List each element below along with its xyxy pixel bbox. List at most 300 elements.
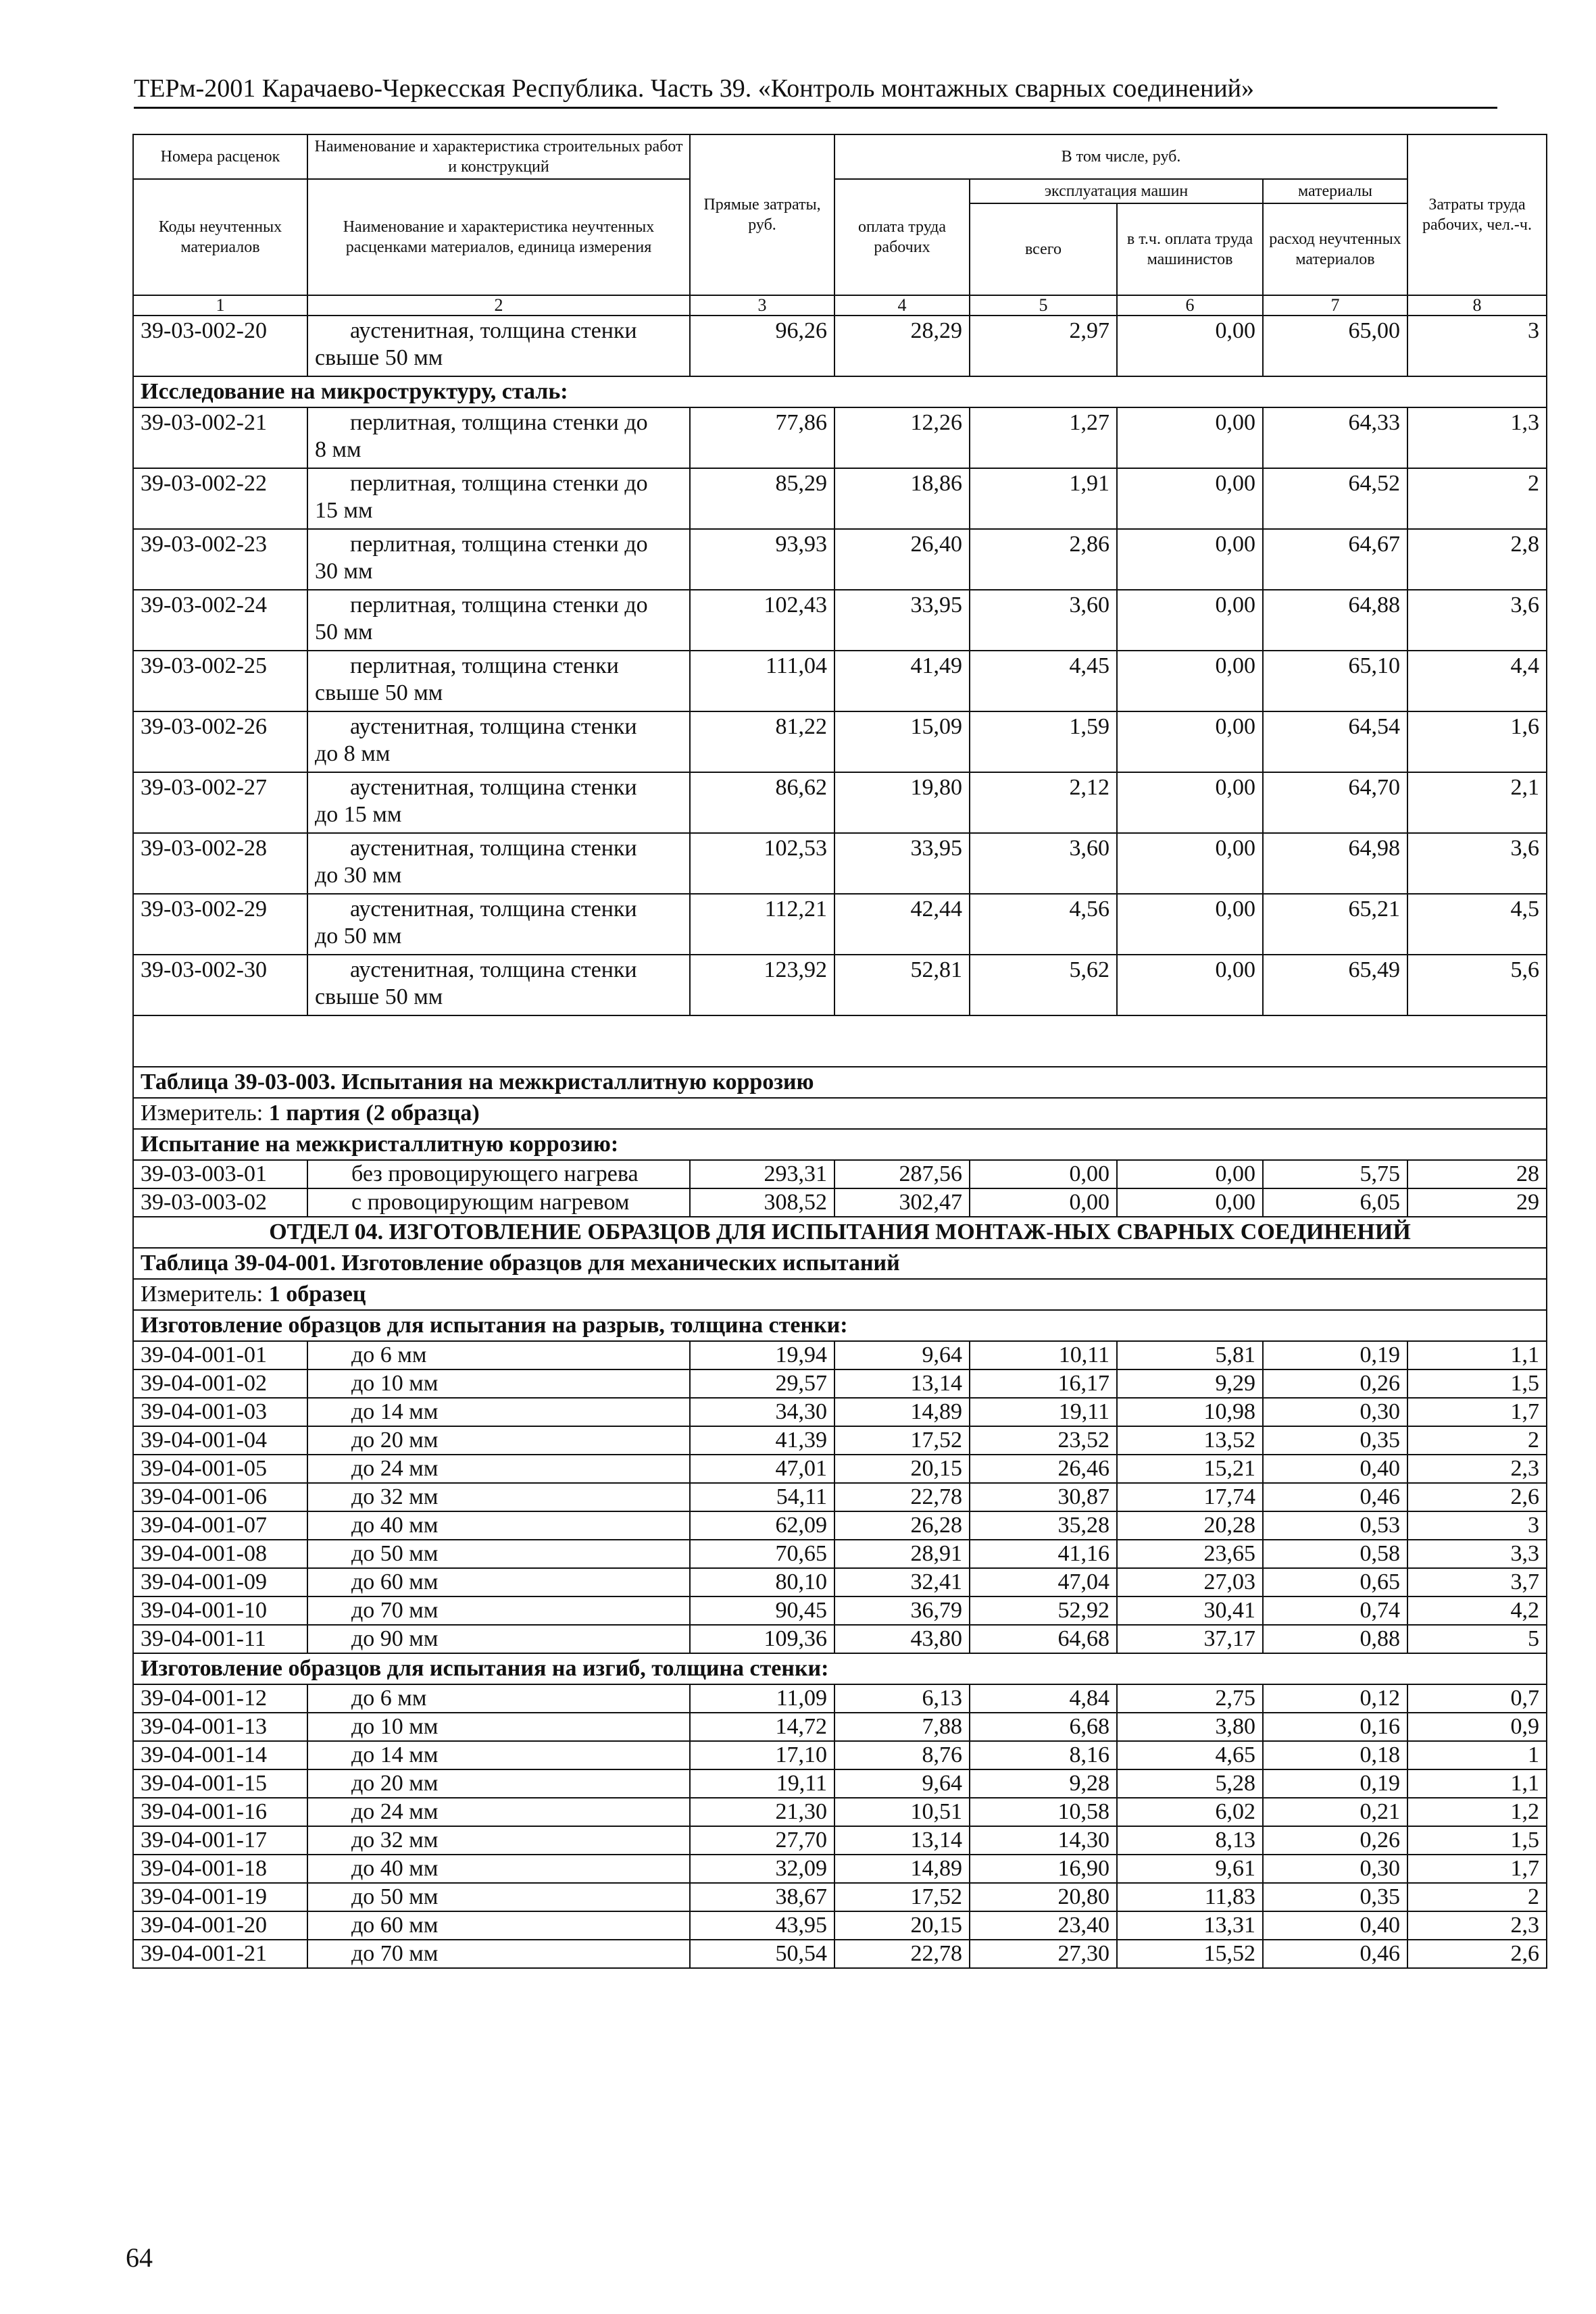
- machinists-wages-cell: 27,03: [1117, 1568, 1263, 1596]
- rate-description-line: аустенитная, толщина стенки: [350, 957, 637, 982]
- rate-description: [307, 529, 690, 590]
- materials-cell: 0,19: [1263, 1769, 1407, 1798]
- rate-code: 39-03-002-21: [133, 407, 307, 468]
- materials-cell: 0,18: [1263, 1741, 1407, 1769]
- labor-cell: 2: [1407, 468, 1547, 529]
- rate-description: до 24 мм: [307, 1455, 690, 1483]
- machinists-wages-cell: 0,00: [1117, 1160, 1263, 1188]
- header-machines-group: эксплуатация машин: [970, 179, 1263, 203]
- machinists-wages-cell: 30,41: [1117, 1596, 1263, 1625]
- header-materials: расход неучтенных материалов: [1263, 203, 1407, 295]
- materials-cell: 0,16: [1263, 1713, 1407, 1741]
- machinists-wages-cell: 0,00: [1117, 407, 1263, 468]
- rate-code: 39-04-001-17: [133, 1826, 307, 1855]
- rate-description-line: перлитная, толщина стенки до: [350, 410, 648, 435]
- machines-cell: 16,90: [970, 1855, 1117, 1883]
- machines-cell: 26,46: [970, 1455, 1117, 1483]
- machinists-wages-cell: 13,52: [1117, 1426, 1263, 1455]
- materials-cell: 0,30: [1263, 1398, 1407, 1426]
- table-row: [133, 1883, 1547, 1911]
- rate-description: [307, 955, 690, 1015]
- machines-cell: 6,68: [970, 1713, 1117, 1741]
- wages-cell: 20,15: [834, 1911, 970, 1940]
- labor-cell: 2,6: [1407, 1483, 1547, 1511]
- rate-code: 39-04-001-02: [133, 1369, 307, 1398]
- direct-cost: 102,43: [690, 590, 834, 651]
- materials-cell: 0,40: [1263, 1911, 1407, 1940]
- machinists-wages-cell: 0,00: [1117, 590, 1263, 651]
- column-number: 2: [307, 295, 690, 316]
- measure-label: Измеритель:: [141, 1282, 264, 1307]
- table-row: [133, 590, 1547, 651]
- rate-description: до 10 мм: [307, 1369, 690, 1398]
- machinists-wages-cell: 3,80: [1117, 1713, 1263, 1741]
- rate-code: 39-03-002-26: [133, 711, 307, 772]
- materials-cell: 0,21: [1263, 1798, 1407, 1826]
- machinists-wages-cell: 0,00: [1117, 955, 1263, 1015]
- rate-description: до 32 мм: [307, 1826, 690, 1855]
- rate-description-line: свыше 50 мм: [315, 680, 443, 705]
- wages-cell: 6,13: [834, 1684, 970, 1713]
- table-row: [133, 1826, 1547, 1855]
- wages-cell: 36,79: [834, 1596, 970, 1625]
- rate-description: [307, 316, 690, 376]
- labor-cell: 1: [1407, 1741, 1547, 1769]
- labor-cell: 28: [1407, 1160, 1547, 1188]
- machines-cell: 1,27: [970, 407, 1117, 468]
- machinists-wages-cell: 37,17: [1117, 1625, 1263, 1653]
- wages-cell: 32,41: [834, 1568, 970, 1596]
- rate-code: 39-04-001-10: [133, 1596, 307, 1625]
- machines-cell: 64,68: [970, 1625, 1117, 1653]
- rate-code: 39-03-002-24: [133, 590, 307, 651]
- materials-cell: 0,58: [1263, 1540, 1407, 1568]
- rate-code: 39-04-001-08: [133, 1540, 307, 1568]
- table-row: [133, 1188, 1547, 1217]
- direct-cost: 38,67: [690, 1883, 834, 1911]
- table-row: [133, 1455, 1547, 1483]
- rate-description-line: перлитная, толщина стенки до: [350, 593, 648, 618]
- table-row: [133, 1341, 1547, 1369]
- rate-description-line: 15 мм: [315, 498, 373, 523]
- table-row: [133, 1741, 1547, 1769]
- materials-cell: 0,30: [1263, 1855, 1407, 1883]
- rate-description: [307, 407, 690, 468]
- wages-cell: 17,52: [834, 1883, 970, 1911]
- wages-cell: 33,95: [834, 590, 970, 651]
- wages-cell: 20,15: [834, 1455, 970, 1483]
- direct-cost: 17,10: [690, 1741, 834, 1769]
- machinists-wages-cell: 0,00: [1117, 468, 1263, 529]
- machines-cell: 9,28: [970, 1769, 1117, 1798]
- table-title: Таблица 39-03-003. Испытания на межкристаллитную коррозию: [133, 1067, 1547, 1098]
- rate-description: до 10 мм: [307, 1713, 690, 1741]
- table-row: [133, 1540, 1547, 1568]
- rate-description: [307, 468, 690, 529]
- materials-cell: 64,98: [1263, 833, 1407, 894]
- column-number: 3: [690, 295, 834, 316]
- direct-cost: 54,11: [690, 1483, 834, 1511]
- wages-cell: 28,91: [834, 1540, 970, 1568]
- table-row: [133, 1596, 1547, 1625]
- table-row: [133, 1426, 1547, 1455]
- machines-cell: 27,30: [970, 1940, 1117, 1968]
- rate-code: 39-04-001-07: [133, 1511, 307, 1540]
- direct-cost: 43,95: [690, 1911, 834, 1940]
- table-row: [133, 1940, 1547, 1968]
- table-title-row: [133, 1248, 1547, 1279]
- materials-cell: 0,65: [1263, 1568, 1407, 1596]
- rate-description-line: 50 мм: [315, 620, 373, 645]
- rate-description: до 20 мм: [307, 1426, 690, 1455]
- direct-cost: 11,09: [690, 1684, 834, 1713]
- rate-code: 39-03-002-27: [133, 772, 307, 833]
- rate-description: до 6 мм: [307, 1684, 690, 1713]
- materials-cell: 0,35: [1263, 1426, 1407, 1455]
- machinists-wages-cell: 0,00: [1117, 651, 1263, 711]
- table-row: [133, 529, 1547, 590]
- labor-cell: 3: [1407, 1511, 1547, 1540]
- rate-code: 39-03-003-01: [133, 1160, 307, 1188]
- header-codes-top: Номера расценок: [133, 134, 307, 179]
- direct-cost: 19,11: [690, 1769, 834, 1798]
- machinists-wages-cell: 17,74: [1117, 1483, 1263, 1511]
- rate-description-line: аустенитная, толщина стенки: [350, 714, 637, 739]
- measure-value: 1 партия (2 образца): [268, 1101, 480, 1126]
- table-row: [133, 651, 1547, 711]
- rate-description: [307, 651, 690, 711]
- machines-cell: 10,11: [970, 1341, 1117, 1369]
- machines-cell: 20,80: [970, 1883, 1117, 1911]
- rate-description: без провоцирующего нагрева: [307, 1160, 690, 1188]
- labor-cell: 3,6: [1407, 590, 1547, 651]
- rate-description: до 60 мм: [307, 1911, 690, 1940]
- labor-cell: 1,3: [1407, 407, 1547, 468]
- labor-cell: 3,6: [1407, 833, 1547, 894]
- wages-cell: 8,76: [834, 1741, 970, 1769]
- table-row: [133, 894, 1547, 955]
- rate-description: до 40 мм: [307, 1511, 690, 1540]
- header-including-group: В том числе, руб.: [834, 134, 1407, 179]
- table-row: [133, 468, 1547, 529]
- wages-cell: 33,95: [834, 833, 970, 894]
- machinists-wages-cell: 11,83: [1117, 1883, 1263, 1911]
- labor-cell: 29: [1407, 1188, 1547, 1217]
- rate-description-line: свыше 50 мм: [315, 984, 443, 1009]
- table-row: [133, 1483, 1547, 1511]
- materials-cell: 64,33: [1263, 407, 1407, 468]
- rate-code: 39-04-001-06: [133, 1483, 307, 1511]
- direct-cost: 14,72: [690, 1713, 834, 1741]
- wages-cell: 7,88: [834, 1713, 970, 1741]
- table-row: [133, 1398, 1547, 1426]
- rates-table: [132, 134, 1547, 1969]
- rate-code: 39-04-001-01: [133, 1341, 307, 1369]
- machines-cell: 30,87: [970, 1483, 1117, 1511]
- labor-cell: 1,2: [1407, 1798, 1547, 1826]
- labor-cell: 1,7: [1407, 1855, 1547, 1883]
- machinists-wages-cell: 0,00: [1117, 894, 1263, 955]
- header-machinists-wages: в т.ч. оплата труда машинистов: [1117, 203, 1263, 295]
- rate-code: 39-04-001-13: [133, 1713, 307, 1741]
- machines-cell: 35,28: [970, 1511, 1117, 1540]
- labor-cell: 2: [1407, 1883, 1547, 1911]
- section-heading-row: [133, 1129, 1547, 1160]
- machinists-wages-cell: 8,13: [1117, 1826, 1263, 1855]
- machines-cell: 23,52: [970, 1426, 1117, 1455]
- direct-cost: 77,86: [690, 407, 834, 468]
- rate-description: [307, 590, 690, 651]
- wages-cell: 22,78: [834, 1483, 970, 1511]
- rate-description-line: аустенитная, толщина стенки: [350, 836, 637, 861]
- rate-code: 39-04-001-18: [133, 1855, 307, 1883]
- machines-cell: 8,16: [970, 1741, 1117, 1769]
- machinists-wages-cell: 15,21: [1117, 1455, 1263, 1483]
- machines-cell: 1,91: [970, 468, 1117, 529]
- rate-code: 39-04-001-05: [133, 1455, 307, 1483]
- measure-row: [133, 1098, 1547, 1129]
- machines-cell: 4,56: [970, 894, 1117, 955]
- rate-description-line: перлитная, толщина стенки до: [350, 471, 648, 496]
- column-number: 7: [1263, 295, 1407, 316]
- machinists-wages-cell: 5,81: [1117, 1341, 1263, 1369]
- machinists-wages-cell: 15,52: [1117, 1940, 1263, 1968]
- direct-cost: 111,04: [690, 651, 834, 711]
- direct-cost: 102,53: [690, 833, 834, 894]
- direct-cost: 62,09: [690, 1511, 834, 1540]
- header-name-top: Наименование и характеристика строительных работ и конструкций: [307, 134, 690, 179]
- direct-cost: 27,70: [690, 1826, 834, 1855]
- rate-description-line: перлитная, толщина стенки до: [350, 532, 648, 557]
- section-heading: Испытание на межкристаллитную коррозию:: [133, 1129, 1547, 1160]
- rate-description: до 32 мм: [307, 1483, 690, 1511]
- section-heading-row: [133, 1653, 1547, 1684]
- materials-cell: 65,10: [1263, 651, 1407, 711]
- column-number: 5: [970, 295, 1117, 316]
- machines-cell: 5,62: [970, 955, 1117, 1015]
- department-title: ОТДЕЛ 04. ИЗГОТОВЛЕНИЕ ОБРАЗЦОВ ДЛЯ ИСПЫТАНИЯ МОНТАЖ-НЫХ СВАРНЫХ СОЕДИНЕНИЙ: [133, 1217, 1547, 1248]
- wages-cell: 14,89: [834, 1398, 970, 1426]
- wages-cell: 42,44: [834, 894, 970, 955]
- section-heading: Исследование на микроструктуру, сталь:: [133, 376, 1547, 407]
- rate-description: до 6 мм: [307, 1341, 690, 1369]
- rate-description: до 60 мм: [307, 1568, 690, 1596]
- wages-cell: 9,64: [834, 1769, 970, 1798]
- machines-cell: 4,45: [970, 651, 1117, 711]
- direct-cost: 50,54: [690, 1940, 834, 1968]
- wages-cell: 28,29: [834, 316, 970, 376]
- rate-description-line: 30 мм: [315, 559, 373, 584]
- labor-cell: 4,4: [1407, 651, 1547, 711]
- machines-cell: 3,60: [970, 833, 1117, 894]
- materials-cell: 0,46: [1263, 1483, 1407, 1511]
- machinists-wages-cell: 9,29: [1117, 1369, 1263, 1398]
- machinists-wages-cell: 4,65: [1117, 1741, 1263, 1769]
- wages-cell: 26,40: [834, 529, 970, 590]
- rate-description: до 40 мм: [307, 1855, 690, 1883]
- rate-description-line: до 8 мм: [315, 741, 391, 766]
- machinists-wages-cell: 0,00: [1117, 833, 1263, 894]
- machines-cell: 4,84: [970, 1684, 1117, 1713]
- labor-cell: 1,1: [1407, 1769, 1547, 1798]
- header-labor: Затраты труда рабочих, чел.-ч.: [1407, 134, 1547, 295]
- rate-code: 39-04-001-20: [133, 1911, 307, 1940]
- measure-row: [133, 1279, 1547, 1310]
- rate-description-line: до 50 мм: [315, 924, 402, 949]
- rate-code: 39-03-003-02: [133, 1188, 307, 1217]
- spacer-row: [133, 1015, 1547, 1067]
- materials-cell: 65,49: [1263, 955, 1407, 1015]
- rate-code: 39-03-002-28: [133, 833, 307, 894]
- rate-code: 39-03-002-30: [133, 955, 307, 1015]
- column-number: 6: [1117, 295, 1263, 316]
- wages-cell: 15,09: [834, 711, 970, 772]
- machines-cell: 19,11: [970, 1398, 1117, 1426]
- rate-description: до 24 мм: [307, 1798, 690, 1826]
- rate-code: 39-04-001-14: [133, 1741, 307, 1769]
- section-heading-row: [133, 376, 1547, 407]
- header-wages: оплата труда рабочих: [834, 179, 970, 295]
- rate-description-line: перлитная, толщина стенки: [350, 653, 619, 678]
- machines-cell: 0,00: [970, 1188, 1117, 1217]
- rate-code: 39-03-002-20: [133, 316, 307, 376]
- wages-cell: 22,78: [834, 1940, 970, 1968]
- materials-cell: 0,40: [1263, 1455, 1407, 1483]
- wages-cell: 43,80: [834, 1625, 970, 1653]
- rate-description: до 70 мм: [307, 1596, 690, 1625]
- machines-cell: 14,30: [970, 1826, 1117, 1855]
- direct-cost: 93,93: [690, 529, 834, 590]
- labor-cell: 1,6: [1407, 711, 1547, 772]
- table-row: [133, 1369, 1547, 1398]
- table-row: [133, 711, 1547, 772]
- machines-cell: 3,60: [970, 590, 1117, 651]
- machinists-wages-cell: 9,61: [1117, 1855, 1263, 1883]
- machinists-wages-cell: 5,28: [1117, 1769, 1263, 1798]
- rate-description-line: свыше 50 мм: [315, 345, 443, 370]
- machines-cell: 2,97: [970, 316, 1117, 376]
- rate-code: 39-04-001-11: [133, 1625, 307, 1653]
- labor-cell: 2: [1407, 1426, 1547, 1455]
- rate-code: 39-04-001-12: [133, 1684, 307, 1713]
- spacer: [133, 1015, 1547, 1067]
- wages-cell: 13,14: [834, 1369, 970, 1398]
- machinists-wages-cell: 0,00: [1117, 1188, 1263, 1217]
- machines-cell: 2,12: [970, 772, 1117, 833]
- labor-cell: 2,6: [1407, 1940, 1547, 1968]
- header-materials-group: материалы: [1263, 179, 1407, 203]
- materials-cell: 64,54: [1263, 711, 1407, 772]
- materials-cell: 64,88: [1263, 590, 1407, 651]
- machines-cell: 23,40: [970, 1911, 1117, 1940]
- labor-cell: 4,5: [1407, 894, 1547, 955]
- machinists-wages-cell: 23,65: [1117, 1540, 1263, 1568]
- direct-cost: 34,30: [690, 1398, 834, 1426]
- measure-unit: [133, 1098, 1547, 1129]
- header-name-bottom: Наименование и характеристика неучтенных расценками материалов, единица измерения: [307, 179, 690, 295]
- department-title-row: [133, 1217, 1547, 1248]
- table-row: [133, 1160, 1547, 1188]
- table-row: [133, 1769, 1547, 1798]
- table-header: [133, 134, 1547, 316]
- materials-cell: 65,21: [1263, 894, 1407, 955]
- wages-cell: 19,80: [834, 772, 970, 833]
- machinists-wages-cell: 2,75: [1117, 1684, 1263, 1713]
- wages-cell: 9,64: [834, 1341, 970, 1369]
- rate-code: 39-03-002-25: [133, 651, 307, 711]
- direct-cost: 293,31: [690, 1160, 834, 1188]
- column-number: 4: [834, 295, 970, 316]
- direct-cost: 112,21: [690, 894, 834, 955]
- direct-cost: 47,01: [690, 1455, 834, 1483]
- table-row: [133, 772, 1547, 833]
- labor-cell: 3,3: [1407, 1540, 1547, 1568]
- table-body: [133, 316, 1547, 1968]
- rate-description: [307, 711, 690, 772]
- labor-cell: 1,1: [1407, 1341, 1547, 1369]
- machinists-wages-cell: 0,00: [1117, 316, 1263, 376]
- wages-cell: 41,49: [834, 651, 970, 711]
- materials-cell: 64,70: [1263, 772, 1407, 833]
- rate-description: до 70 мм: [307, 1940, 690, 1968]
- wages-cell: 287,56: [834, 1160, 970, 1188]
- rate-description: [307, 772, 690, 833]
- measure-label: Измеритель:: [141, 1101, 264, 1126]
- labor-cell: 5,6: [1407, 955, 1547, 1015]
- table-row: [133, 1798, 1547, 1826]
- table-row: [133, 407, 1547, 468]
- running-header: ТЕРм-2001 Карачаево-Черкесская Республика. Часть 39. «Контроль монтажных сварных соединений»: [134, 73, 1497, 109]
- direct-cost: 70,65: [690, 1540, 834, 1568]
- materials-cell: 0,12: [1263, 1684, 1407, 1713]
- rate-description-line: аустенитная, толщина стенки: [350, 775, 637, 800]
- wages-cell: 10,51: [834, 1798, 970, 1826]
- materials-cell: 6,05: [1263, 1188, 1407, 1217]
- rate-description: до 14 мм: [307, 1398, 690, 1426]
- machinists-wages-cell: 0,00: [1117, 529, 1263, 590]
- labor-cell: 2,3: [1407, 1455, 1547, 1483]
- rate-description: [307, 833, 690, 894]
- rate-description: до 14 мм: [307, 1741, 690, 1769]
- materials-cell: 0,53: [1263, 1511, 1407, 1540]
- materials-cell: 0,19: [1263, 1341, 1407, 1369]
- machines-cell: 52,92: [970, 1596, 1117, 1625]
- labor-cell: 3,7: [1407, 1568, 1547, 1596]
- header-codes-bottom: Коды неучтенных материалов: [133, 179, 307, 295]
- rate-description-line: до 30 мм: [315, 863, 402, 888]
- materials-cell: 0,26: [1263, 1826, 1407, 1855]
- materials-cell: 0,46: [1263, 1940, 1407, 1968]
- table-row: [133, 1911, 1547, 1940]
- machines-cell: 2,86: [970, 529, 1117, 590]
- rate-description: до 50 мм: [307, 1540, 690, 1568]
- direct-cost: 32,09: [690, 1855, 834, 1883]
- direct-cost: 41,39: [690, 1426, 834, 1455]
- section-heading: Изготовление образцов для испытания на изгиб, толщина стенки:: [133, 1653, 1547, 1684]
- table-row: [133, 833, 1547, 894]
- labor-cell: 0,7: [1407, 1684, 1547, 1713]
- rate-description-line: аустенитная, толщина стенки: [350, 897, 637, 922]
- direct-cost: 109,36: [690, 1625, 834, 1653]
- labor-cell: 3: [1407, 316, 1547, 376]
- labor-cell: 1,7: [1407, 1398, 1547, 1426]
- wages-cell: 12,26: [834, 407, 970, 468]
- rate-code: 39-03-002-23: [133, 529, 307, 590]
- machinists-wages-cell: 6,02: [1117, 1798, 1263, 1826]
- table-row: [133, 1511, 1547, 1540]
- direct-cost: 29,57: [690, 1369, 834, 1398]
- machinists-wages-cell: 13,31: [1117, 1911, 1263, 1940]
